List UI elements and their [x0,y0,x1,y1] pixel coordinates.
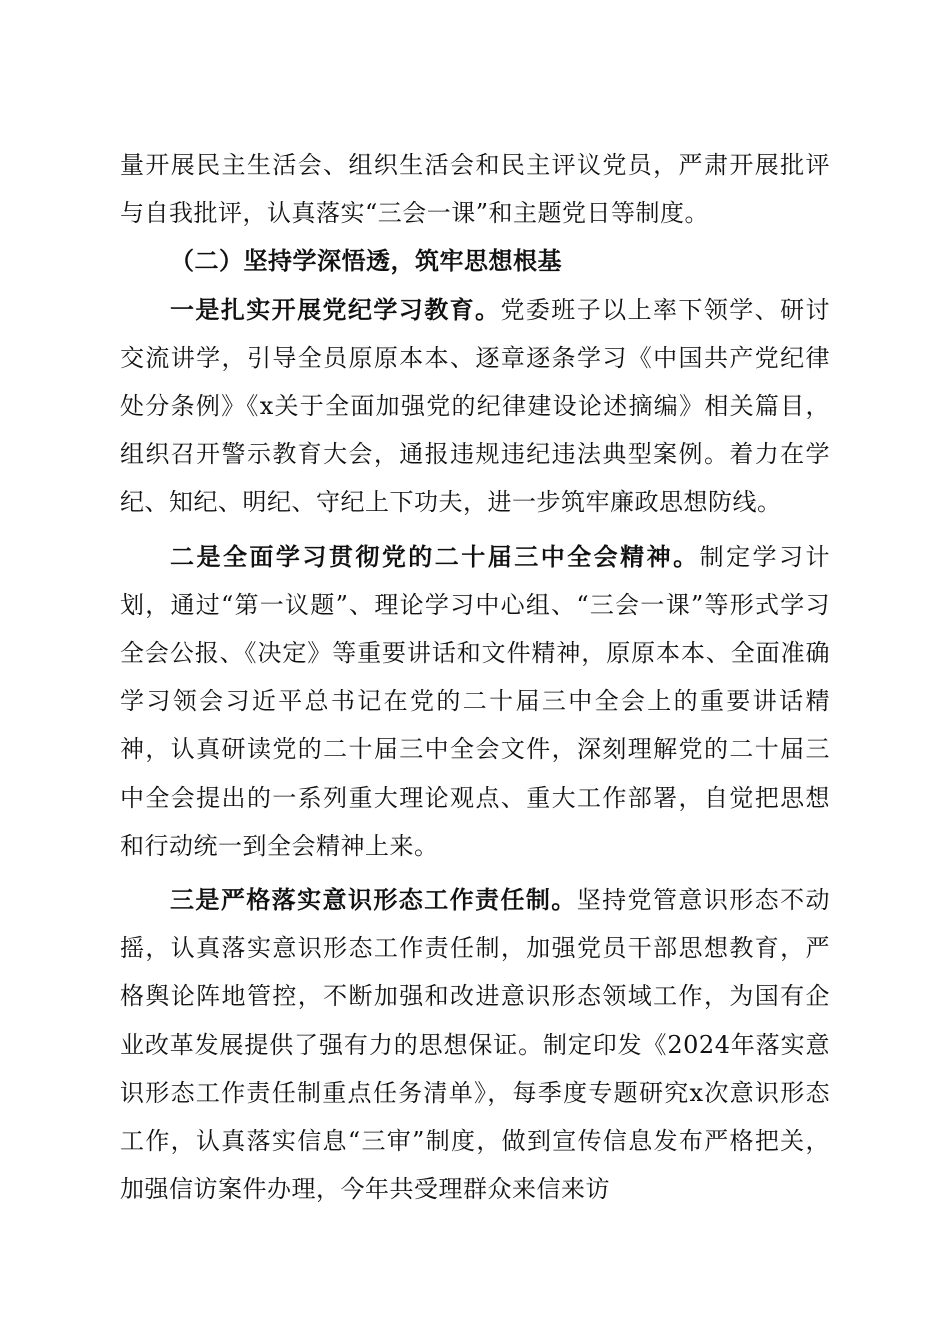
document-body [120,141,830,1213]
section-heading [120,237,830,285]
paragraph-ideology-responsibility [120,876,830,1213]
paragraph-text: 坚持党管意识形态不动摇，认真落实意识形态工作责任制，加强党员干部思想教育，严格舆论阵地管控，不断加强和改进意识形态领域工作，为国有企业改革发展提供了强有力的思想保证。制定印发《2024年落实意识形态工作责任制重点任务清单》，每季度专题研究x次意识形态工作，认真落实信息“三审”制度，做到宣传信息发布严格把关，加强信访案件办理，今年共受理群众来信来访 [120,886,830,1204]
paragraph-continuation [120,141,830,237]
paragraph-lead: 一是扎实开展党纪学习教育。 [170,294,501,324]
paragraph-text: 制定学习计划，通过“第一议题”、理论学习中心组、“三会一课”等形式学习全会公报、《决定》等重要讲话和文件精神，原原本本、全面准确学习领会习近平总书记在党的二十届三中全会上的重要讲话精神，认真研读党的二十届三中全会文件，深刻理解党的二十届三中全会提出的一系列重大理论观点、重大工作部署，自觉把思想和行动统一到全会精神上来。 [120,542,831,860]
paragraph-text: 党委班子以上率下领学、研讨交流讲学，引导全员原原本本、逐章逐条学习《中国共产党纪律处分条例》《x关于全面加强党的纪律建设论述摘编》相关篇目，组织召开警示教育大会，通报违规违纪违法典型案例。着力在学纪、知纪、明纪、守纪上下功夫，进一步筑牢廉政思想防线。 [120,295,831,517]
section-heading-text: （二）坚持学深悟透，筑牢思想根基 [170,246,562,276]
paragraph-plenary-study [120,533,830,870]
paragraph-lead: 二是全面学习贯彻党的二十届三中全会精神。 [170,541,700,571]
paragraph-text: 量开展民主生活会、组织生活会和民主评议党员，严肃开展批评与自我批评，认真落实“三会一课”和主题党日等制度。 [120,151,830,228]
paragraph-discipline-education [120,286,830,527]
paragraph-lead: 三是严格落实意识形态工作责任制。 [170,885,577,915]
